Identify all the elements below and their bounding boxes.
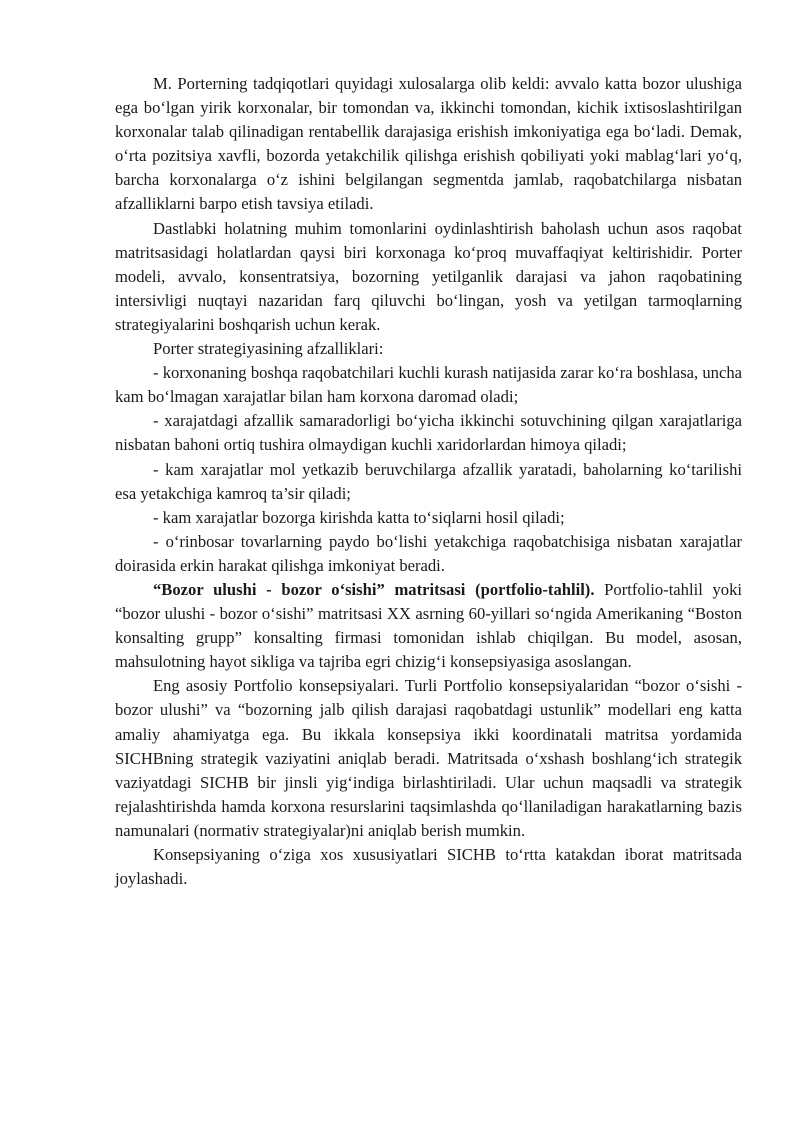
list-item-advantage-1: - korxonaning boshqa raqobatchilari kuchli kurash natijasida zarar ko‘ra boshlasa, uncha kam bo‘lmagan xarajatlar bilan ham korxona daromad oladi; bbox=[115, 363, 742, 407]
paragraph-portfolio-concepts: Eng asosiy Portfolio konsepsiyalari. Turli Portfolio konsepsiyalaridan “bozor o‘sishi - bozor ulushi” va “bozorning jalb qilish darajasi raqobatdagi ustunlik” modellari eng katta amaliy ahamiyatga ega. Bu ikkala konsepsiya ikki koordinatali matritsa yordamida SICHBning strategik vaziyatini aniqlab beradi. Matritsada o‘xshash boshlang‘ich strategik vaziyatdagi SICHB bir jinsli yig‘indiga birlashtiriladi. Ular uchun maqsadli va strategik rejalashtirishda hamda korxona resurslarini taqsimlashda qo‘llaniladigan harakatlarning bazis namunalari (normativ strategiyalar)ni aniqlab berish mumkin. bbox=[115, 676, 742, 840]
list-item-advantage-4: - kam xarajatlar bozorga kirishda katta to‘siqlarni hosil qiladi; bbox=[153, 507, 565, 527]
paragraph-portfolio-body: Portfolio-tahlil yoki “bozor ulushi - bozor o‘sishi” matritsasi XX asrning 60-yillari so‘ngida Amerikaning “Boston konsalting grupp” konsalting firmasi tomonidan ishlab chiqilgan. Bu model, asosan, mahsulotning hayot sikliga va tajriba egri chizig‘i konsepsiyasiga asoslangan. bbox=[115, 579, 742, 672]
list-item-advantage-5: - o‘rinbosar tovarlarning paydo bo‘lishi yetakchiga raqobatchisiga nisbatan xarajatlar doirasida erkin harakat qilishga imkoniyat beradi. bbox=[115, 531, 742, 575]
list-item-advantage-2: - xarajatdagi afzallik samaradorligi bo‘yicha ikkinchi sotuvchining qilgan xarajatlariga nisbatan bahoni ortiq tushira olmaydigan kuchli xaridorlardan himoya qiladi; bbox=[115, 411, 742, 455]
paragraph-portfolio-matrix bbox=[115, 578, 742, 674]
list-item-advantage-3: - kam xarajatlar mol yetkazib beruvchilarga afzallik yaratadi, baholarning ko‘tarilishi esa yetakchiga kamroq ta’sir qiladi; bbox=[115, 459, 742, 503]
paragraph-concept-features: Konsepsiyaning o‘ziga xos xususiyatlari SICHB to‘rtta katakdan iborat matritsada joylashadi. bbox=[115, 845, 742, 889]
paragraph-advantages-heading: Porter strategiyasining afzalliklari: bbox=[153, 339, 384, 359]
section-heading-portfolio: “Bozor ulushi - bozor o‘sishi” matritsasi (portfolio-tahlil). bbox=[153, 579, 595, 599]
paragraph-porter-conclusions: M. Porterning tadqiqotlari quyidagi xulosalarga olib keldi: avvalo katta bozor ulushiga ega bo‘lgan yirik korxonalar, bir tomondan va, ikkinchi tomondan, kichik ixtisoslashtirilgan korxonalar talab qilinadigan rentabellik darajasiga erishish imkoniyatiga ega bo‘ladi. Demak, o‘rta pozitsiya xavfli, bozorda yetakchilik qilishga erishish qobiliyati yoki mablag‘lari yo‘q, barcha korxonalarga o‘z ishini belgilangan segmentda jamlab, raqobatchilarga nisbatan afzalliklarni barpo etish tavsiya etiladi. bbox=[115, 74, 742, 214]
paragraph-initial-situation: Dastlabki holatning muhim tomonlarini oydinlashtirish baholash uchun asos raqobat matritsasidagi holatlardan qaysi biri korxonaga ko‘proq muvaffaqiyat keltirishidir. Porter modeli, avvalo, konsentratsiya, bozorning yetilganlik darajasi va jahon raqobatining intersivligi nuqtayi nazaridan farq qiluvchi bo‘lingan, yosh va yetilgan tarmoqlarning strategiyalarini boshqarish uchun kerak. bbox=[115, 218, 742, 334]
document-page bbox=[115, 72, 742, 891]
